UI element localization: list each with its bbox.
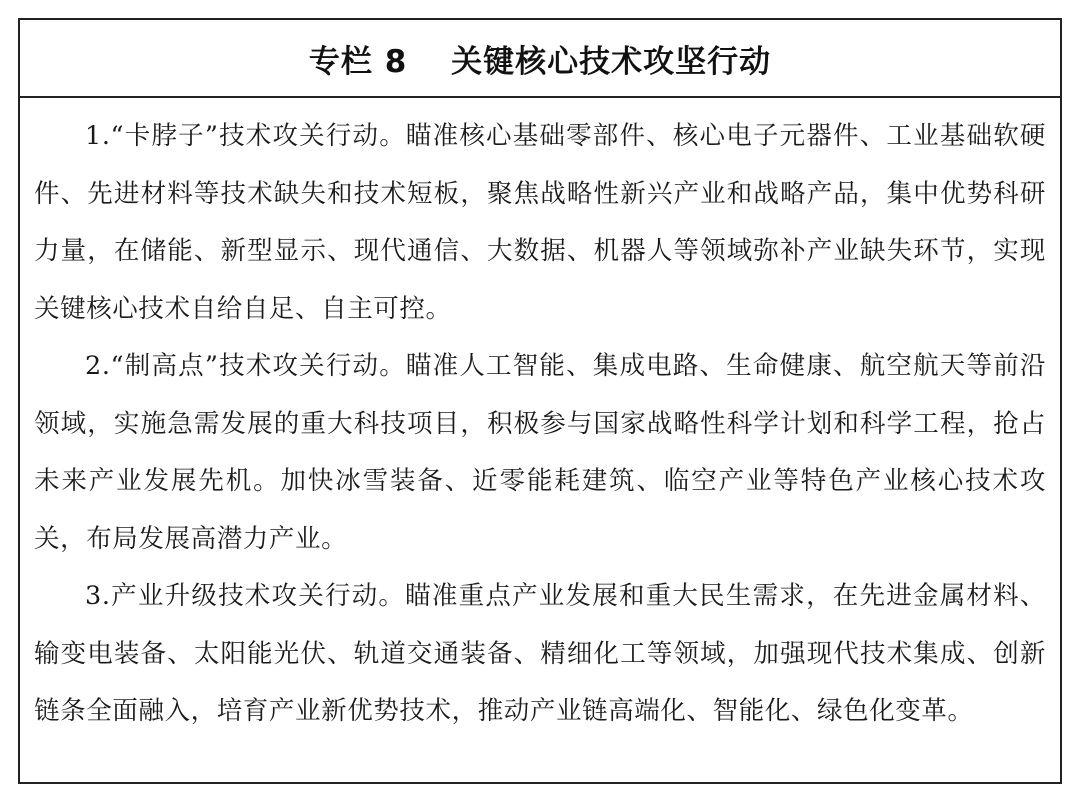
paragraph-2: 2.“制高点”技术攻关行动。瞄准人工智能、集成电路、生命健康、航空航天等前沿领域，实施急需发展的重大科技项目，积极参与国家战略性科学计划和科学工程，抢占未来产业发展先机。加快冰雪装备、近零能耗建筑、临空产业等特色产业核心技术攻关，布局发展高潜力产业。 xyxy=(34,351,1046,554)
paragraph-1: 1.“卡脖子”技术攻关行动。瞄准核心基础零部件、核心电子元器件、工业基础软硬件、先进材料等技术缺失和技术短板，聚焦战略性新兴产业和战略产品，集中优势科研力量，在储能、新型显示、现代通信、大数据、机器人等领域弥补产业缺失环节，实现关键核心技术自给自足、自主可控。 xyxy=(34,121,1046,324)
box-content xyxy=(20,98,1060,741)
paragraph-3: 3.产业升级技术攻关行动。瞄准重点产业发展和重大民生需求，在先进金属材料、输变电装备、太阳能光伏、轨道交通装备、精细化工等领域，加强现代技术集成、创新链条全面融入，培育产业新优势技术，推动产业链高端化、智能化、绿色化变革。 xyxy=(34,581,1046,726)
info-box xyxy=(18,18,1062,784)
box-title-bar xyxy=(20,20,1060,98)
box-title: 专栏 8 关键核心技术攻坚行动 xyxy=(308,43,772,80)
